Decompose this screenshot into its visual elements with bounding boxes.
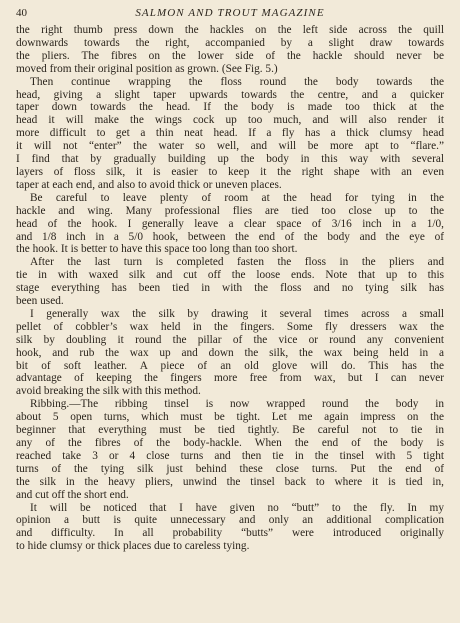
text-line: hook, and rub the wax up and down the silk, the wax being held in a <box>16 346 444 359</box>
text-line: been used. <box>16 295 64 308</box>
text-line: stage everything has been tied in with the floss and no tying silk has <box>16 282 444 295</box>
text-line: beginner that everything must be tied tightly. Be careful not to tie in <box>16 424 444 437</box>
text-line: silk by doubling it round the pillar of the vice or round any convenient <box>16 333 444 346</box>
text-line: more difficult to get a thin neat head. If a fly has a thick clumsy head <box>16 127 444 140</box>
text-line: and 1/8 inch in a 5/0 hook, between the end of the body and the eye of <box>16 230 444 243</box>
paragraph <box>16 24 444 76</box>
paragraph <box>16 308 444 398</box>
text-line: and cut off the short end. <box>16 488 129 501</box>
text-line: it will not “enter” the water so well, and will be more apt to “flare.” <box>16 140 444 153</box>
text-line: any of the fibres of the body-hackle. When the end of the body is <box>16 437 444 449</box>
paragraph <box>16 398 444 501</box>
paragraph <box>16 502 444 554</box>
text-line: pellet of cobbler’s wax held in the fingers. Some fly dressers wax the <box>16 320 444 333</box>
text-line: downwards towards the right, accompanied by a slight draw towards <box>16 36 444 49</box>
text-line: hackle and wing. Many professional flies are tied too close up to the <box>16 204 444 217</box>
article-body <box>16 24 444 553</box>
text-line: I generally wax the silk by drawing it several times across a small <box>30 307 444 320</box>
text-line: reached take 3 or 4 close turns and then tie in the tinsel with 5 tight <box>16 449 444 462</box>
text-line: Be careful to leave plenty of room at the head for tying in the <box>30 191 444 204</box>
text-line: the hook. It is better to have this space too long than too short. <box>16 243 298 256</box>
paragraph <box>16 192 444 257</box>
text-line: head of the hook. I generally leave a clear space of 3/16 inch in a 1/0, <box>16 217 444 230</box>
text-line: advantage of keeping the fingers more free from wax, but I can never <box>16 372 444 385</box>
text-line: and difficulty. In all probability “butts” were introduced originally <box>16 527 444 540</box>
text-line: taper at each end, and also to avoid thick or uneven places. <box>16 178 282 191</box>
running-head: SALMON AND TROUT MAGAZINE <box>135 7 325 19</box>
text-line: about 5 open turns, which must be tight. Let me again impress on the <box>16 411 444 424</box>
text-line: It will be noticed that I have given no “butt” to the fly. In my <box>30 501 444 514</box>
text-line: After the last turn is completed fasten the floss in the pliers and <box>30 256 444 269</box>
paragraph <box>16 256 444 308</box>
text-line: bit of soft leather. A piece of an old glove will do. This has the <box>16 359 444 372</box>
text-line: Then continue wrapping the floss round the body towards the <box>30 75 444 88</box>
text-line: I find that by gradually building up the body in this way with several <box>16 153 444 166</box>
text-line: Ribbing.—The ribbing tinsel is now wrapped round the body in <box>30 398 444 411</box>
page-number: 40 <box>16 7 27 19</box>
text-line: turns of the tying silk just behind these close turns. Put the end of <box>16 462 444 475</box>
text-line: opinion a butt is quite unnecessary and only an additional complication <box>16 514 444 527</box>
text-line: the pliers. The fibres on the lower side of the hackle should never be <box>16 49 444 62</box>
text-line: to hide clumsy or thick places due to careless tying. <box>16 540 250 553</box>
text-line: the silk in the heavy pliers, unwind the tinsel back to where it is tied in, <box>16 475 444 488</box>
text-line: the right thumb press down the hackles on the left side across the quill <box>16 24 444 36</box>
text-line: layers of floss silk, it is easier to keep it the right shape with an even <box>16 165 444 178</box>
text-line: head, giving a slight taper upwards towards the centre, and a quicker <box>16 88 444 101</box>
text-line: avoid breaking the silk with this method. <box>16 385 201 398</box>
text-line: tie in with waxed silk and cut off the loose ends. Note that up to this <box>16 269 444 282</box>
text-line: head it will make the wings cock up too much, and will also render it <box>16 114 444 127</box>
paragraph <box>16 76 444 192</box>
page-header <box>16 6 444 24</box>
text-line: moved from their original position as grown. (See Fig. 5.) <box>16 62 278 75</box>
text-line: taper down towards the head. If the body is made too thick at the <box>16 101 444 114</box>
